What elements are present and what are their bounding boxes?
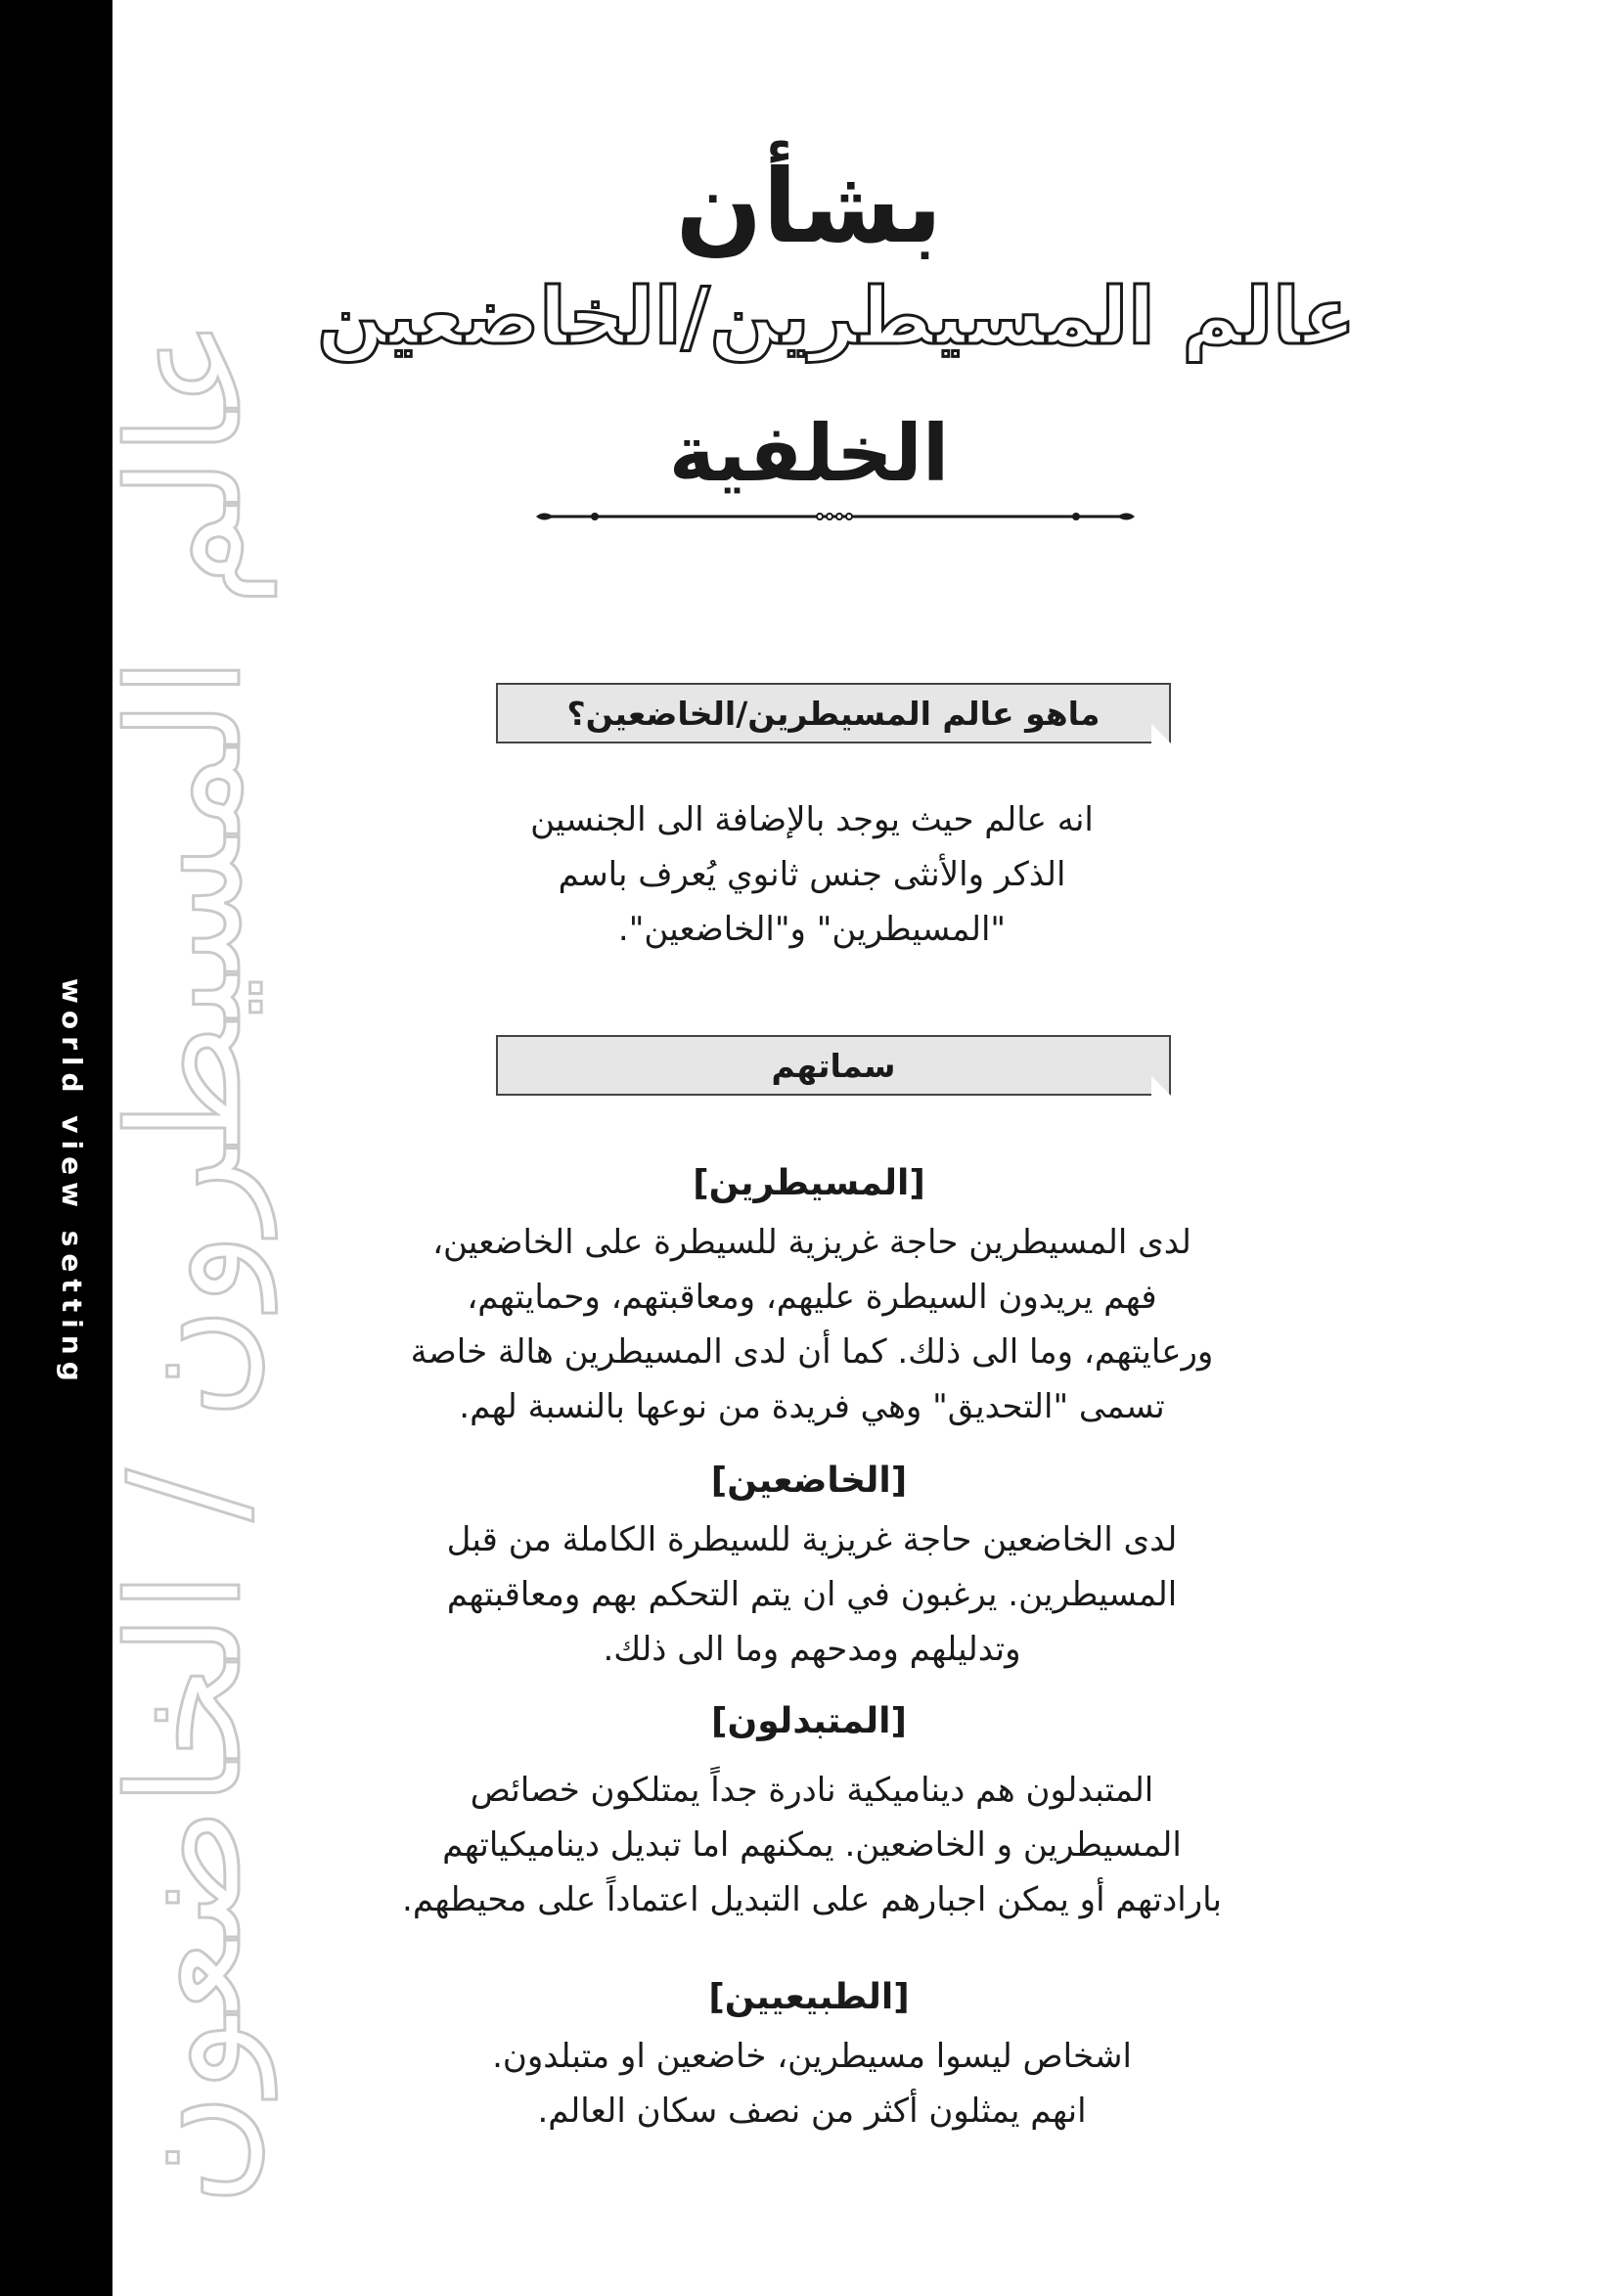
banner-what-is-world-label: ماهو عالم المسيطرين/الخاضعين؟ xyxy=(566,694,1101,733)
paragraph-line: المتبدلون هم ديناميكية نادرة جداً يمتلكون خصائص xyxy=(470,1771,1154,1810)
heading-normals: [الطبيعيين] xyxy=(708,1977,910,2017)
intro-paragraph xyxy=(323,792,1301,957)
paragraph-submissives xyxy=(323,1512,1301,1677)
paragraph-line: تسمى "التحديق" وهي فريدة من نوعها بالنسبة لهم. xyxy=(459,1387,1165,1426)
paragraph-line: فهم يريدون السيطرة عليهم، ومعاقبتهم، وحمايتهم، xyxy=(467,1278,1157,1317)
intro-line: انه عالم حيث يوجد بالإضافة الى الجنسين xyxy=(530,800,1094,839)
banner-traits-label: سماتهم xyxy=(771,1046,896,1085)
heading-submissives: [الخاضعين] xyxy=(710,1461,908,1501)
paragraph-line: اشخاص ليسوا مسيطرين، خاضعين او متبلدون. xyxy=(492,2037,1132,2076)
banner-what-is-world xyxy=(496,683,1171,743)
paragraph-dominants xyxy=(323,1215,1301,1434)
title-background: الخلفية xyxy=(668,408,950,499)
intro-line: الذكر والأنثى جنس ثانوي يُعرف باسم xyxy=(558,855,1066,894)
page-curl-icon xyxy=(1151,724,1171,743)
side-bar-label: world view setting xyxy=(56,978,88,1388)
page-curl-icon xyxy=(1151,1076,1171,1096)
title-world-name: عالم المسيطرين/الخاضعين xyxy=(317,271,1356,362)
paragraph-line: لدى المسيطرين حاجة غريزية للسيطرة على الخاضعين، xyxy=(432,1223,1191,1262)
banner-traits xyxy=(496,1035,1171,1096)
ornament-divider-icon xyxy=(536,507,1135,526)
paragraph-line: لدى الخاضعين حاجة غريزية للسيطرة الكاملة من قبل xyxy=(446,1520,1178,1559)
paragraph-line: بارادتهم أو يمكن اجبارهم على التبديل اعتماداً على محيطهم. xyxy=(402,1880,1222,1919)
heading-dominants: [المسيطرين] xyxy=(693,1163,925,1203)
paragraph-line: ورعايتهم، وما الى ذلك. كما أن لدى المسيطرين هالة خاصة xyxy=(410,1332,1214,1372)
paragraph-line: المسيطرين و الخاضعين. يمكنهم اما تبديل ديناميكياتهم xyxy=(442,1825,1182,1865)
paragraph-line: المسيطرين. يرغبون في ان يتم التحكم بهم ومعاقبتهم xyxy=(446,1575,1178,1614)
paragraph-normals xyxy=(323,2029,1301,2138)
intro-line: "المسيطرين" و"الخاضعين". xyxy=(617,910,1007,949)
watermark-text: عالم المسيطرون / الخاضعون xyxy=(96,317,276,2207)
heading-switches: [المتبدلون] xyxy=(711,1701,907,1741)
paragraph-switches xyxy=(323,1763,1301,1927)
title-about: بشأن xyxy=(675,147,943,266)
paragraph-line: انهم يمثلون أكثر من نصف سكان العالم. xyxy=(537,2092,1087,2131)
paragraph-line: وتدليلهم ومدحهم وما الى ذلك. xyxy=(603,1630,1021,1669)
